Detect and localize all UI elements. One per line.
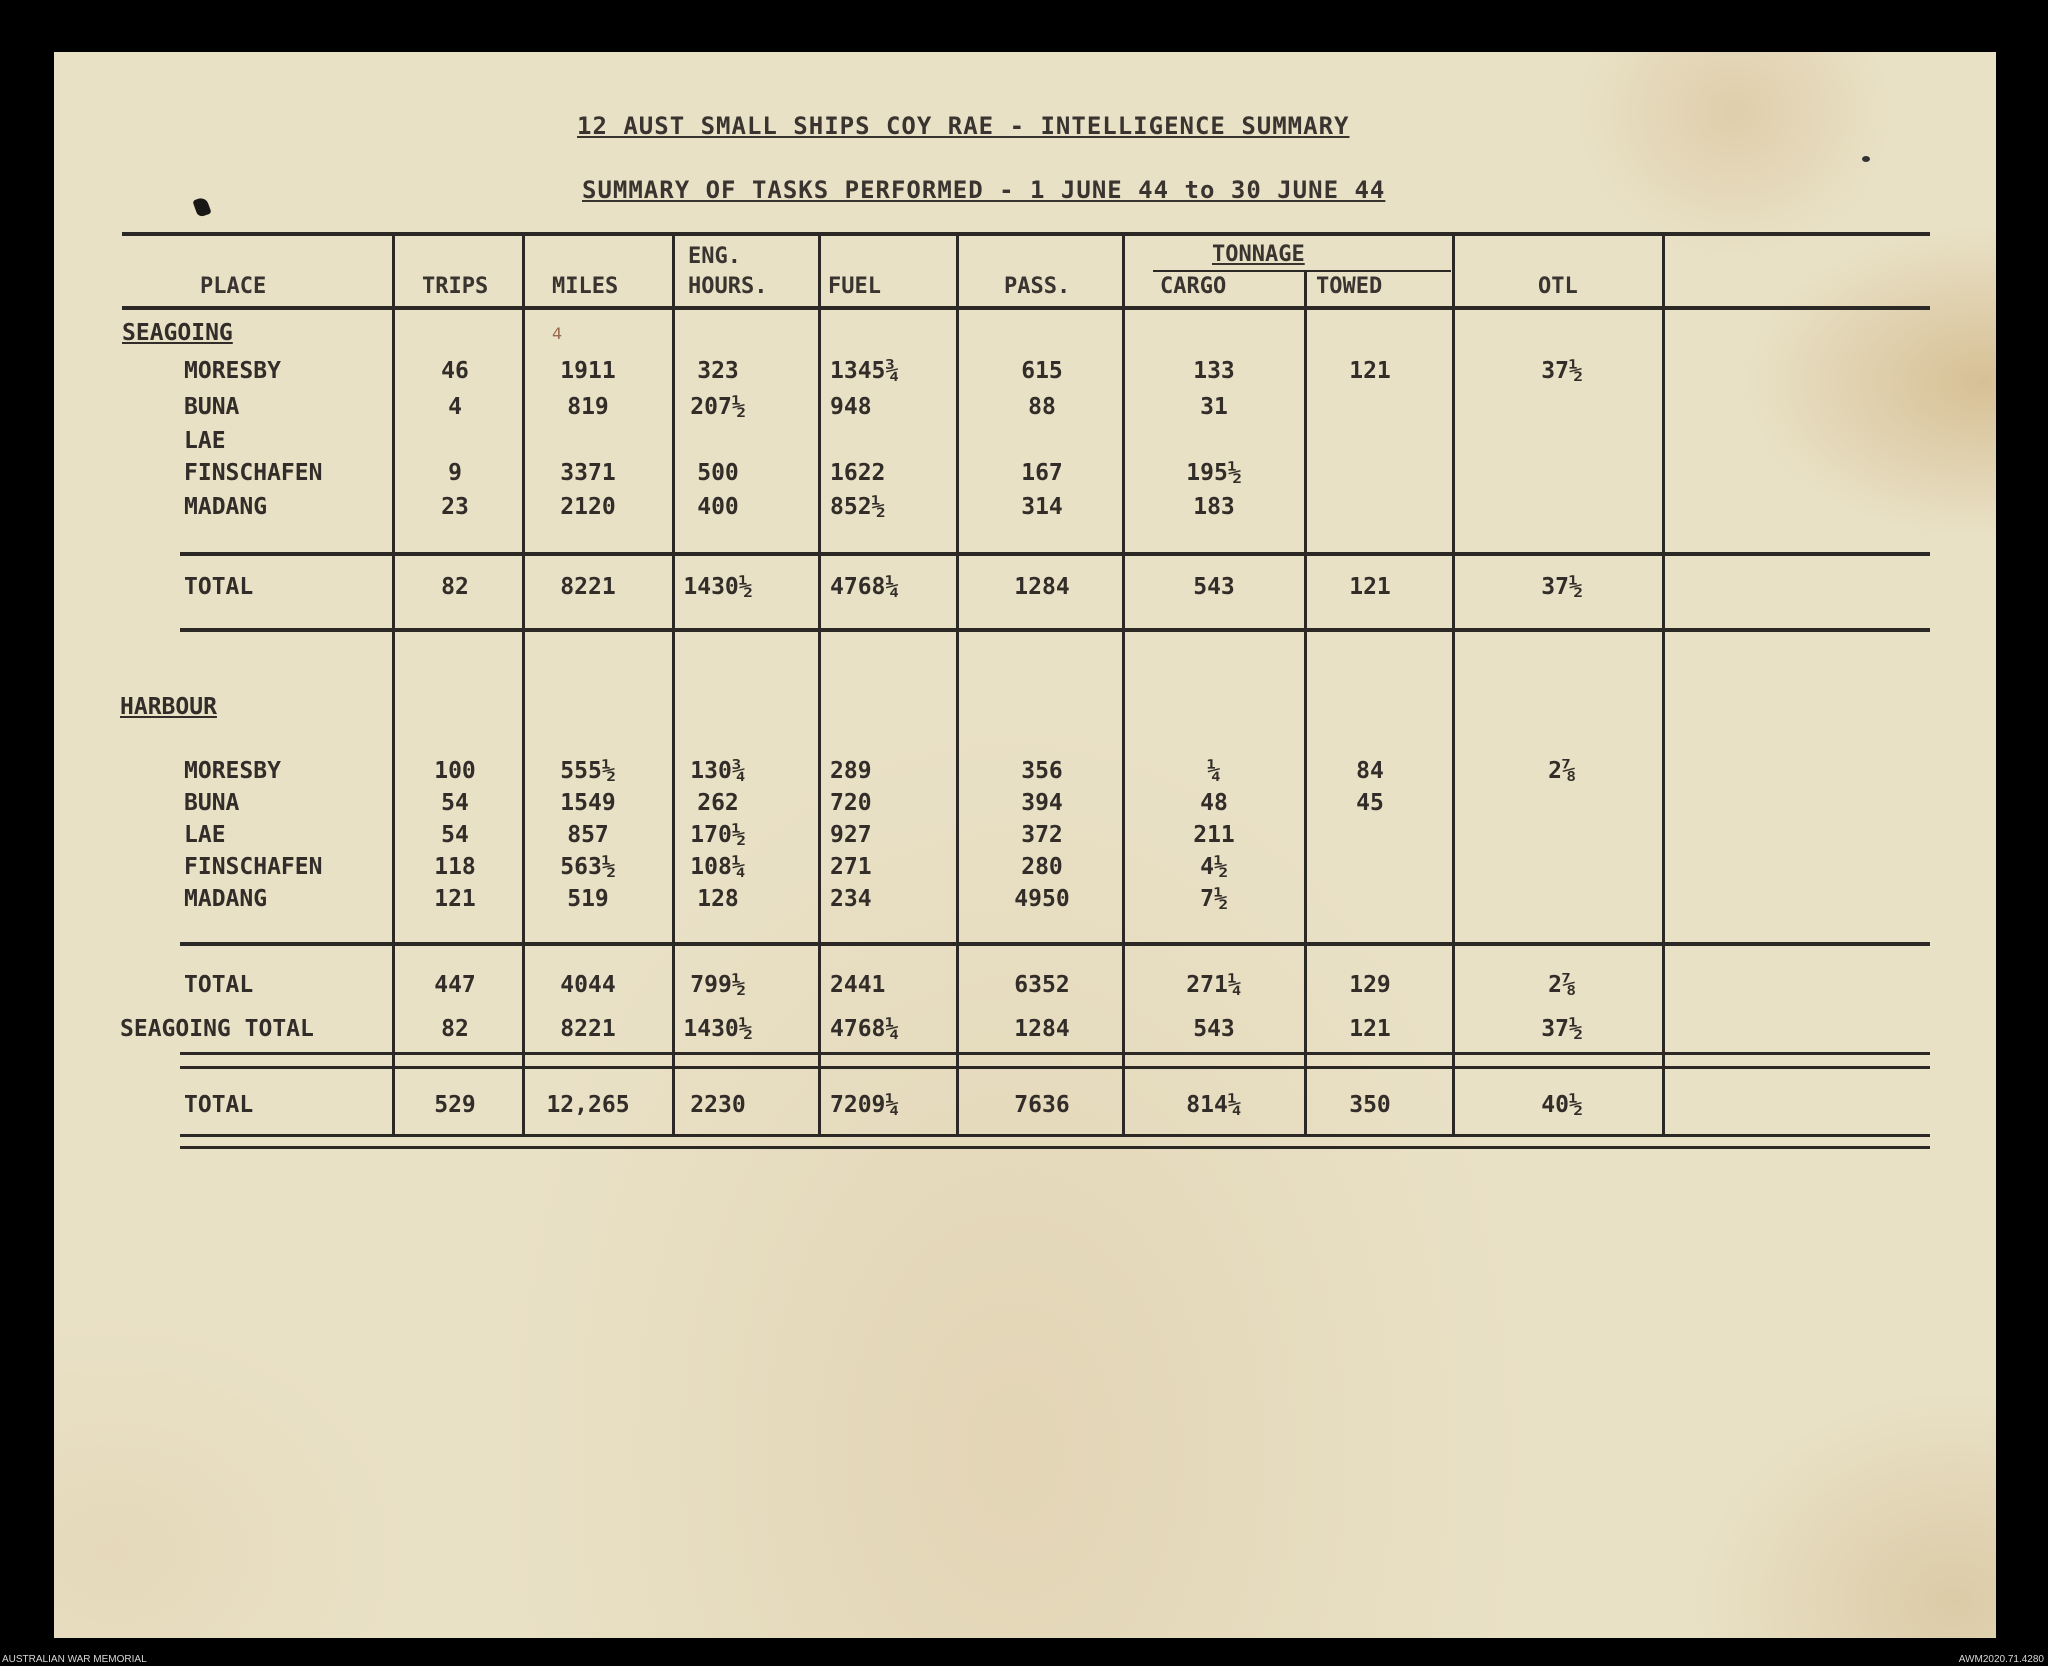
cell-miles: 4044 xyxy=(560,972,616,998)
cell-trips: 54 xyxy=(441,822,469,848)
cell-towed: 129 xyxy=(1349,972,1391,998)
cell-pass: 167 xyxy=(1021,460,1063,486)
cell-fuel: 2441 xyxy=(830,972,886,998)
grand-total-rule-1 xyxy=(180,1134,1930,1137)
column-divider xyxy=(522,234,525,1134)
cell-fuel: 234 xyxy=(830,886,872,912)
cell-trips: 23 xyxy=(441,494,469,520)
cell-fuel: 1622 xyxy=(830,460,886,486)
cell-place: MADANG xyxy=(184,886,268,912)
cell-otl: 40½ xyxy=(1541,1092,1583,1118)
cell-pass: 1284 xyxy=(1014,1016,1070,1042)
header-fuel: FUEL xyxy=(828,274,881,299)
cell-cargo: 4½ xyxy=(1200,854,1228,880)
cell-fuel: 927 xyxy=(830,822,872,848)
cell-miles: 555½ xyxy=(560,758,616,784)
cell-cargo: 195½ xyxy=(1186,460,1242,486)
column-divider xyxy=(818,234,821,1134)
cell-eng: 1430½ xyxy=(683,574,753,600)
cell-towed: 45 xyxy=(1356,790,1384,816)
cell-place: TOTAL xyxy=(184,574,254,600)
tonnage-rule xyxy=(1153,270,1451,272)
header-place: PLACE xyxy=(200,274,267,299)
cell-trips: 447 xyxy=(434,972,476,998)
document-title: 12 AUST SMALL SHIPS COY RAE - INTELLIGENCE SUMMARY xyxy=(577,112,1350,140)
seagoing-total-rule xyxy=(180,628,1930,632)
cell-trips: 100 xyxy=(434,758,476,784)
cell-pass: 7636 xyxy=(1014,1092,1070,1118)
cell-eng: 2230 xyxy=(690,1092,746,1118)
cell-pass: 615 xyxy=(1021,358,1063,384)
cell-place: BUNA xyxy=(184,790,240,816)
cell-eng: 262 xyxy=(697,790,739,816)
cell-miles: 819 xyxy=(567,394,609,420)
cell-miles: 1911 xyxy=(560,358,616,384)
cell-pass: 372 xyxy=(1021,822,1063,848)
cell-trips: 9 xyxy=(448,460,462,486)
column-divider xyxy=(1452,234,1455,1134)
cell-eng: 323 xyxy=(697,358,739,384)
header-tonnage: TONNAGE xyxy=(1212,242,1305,267)
cell-miles: 519 xyxy=(567,886,609,912)
header-towed: TOWED xyxy=(1316,274,1383,299)
cell-place: MORESBY xyxy=(184,358,281,384)
grand-total-rule-2 xyxy=(180,1146,1930,1149)
cell-towed: 350 xyxy=(1349,1092,1391,1118)
cell-place: FINSCHAFEN xyxy=(184,854,323,880)
cell-pass: 394 xyxy=(1021,790,1063,816)
footer-accession: AWM2020.71.4280 xyxy=(1958,1654,2044,1665)
harbour-rows-rule xyxy=(180,942,1930,946)
cell-cargo: 814¼ xyxy=(1186,1092,1242,1118)
cell-pass: 88 xyxy=(1028,394,1056,420)
cell-miles: 8221 xyxy=(560,1016,616,1042)
cell-fuel: 4768¼ xyxy=(830,1016,900,1042)
seagoing-rows-rule xyxy=(180,552,1930,556)
cell-eng: 400 xyxy=(697,494,739,520)
cell-place: MADANG xyxy=(184,494,268,520)
cell-trips: 54 xyxy=(441,790,469,816)
cell-cargo: 271¼ xyxy=(1186,972,1242,998)
cell-pass: 6352 xyxy=(1014,972,1070,998)
cell-fuel: 948 xyxy=(830,394,872,420)
pencil-annotation: 4 xyxy=(552,324,563,343)
cell-place: SEAGOING TOTAL xyxy=(120,1016,314,1042)
cell-eng: 108¼ xyxy=(690,854,746,880)
cell-trips: 4 xyxy=(448,394,462,420)
cell-miles: 2120 xyxy=(560,494,616,520)
header-trips: TRIPS xyxy=(422,274,489,299)
column-divider xyxy=(1304,270,1307,1134)
cell-cargo: 133 xyxy=(1193,358,1235,384)
cell-trips: 82 xyxy=(441,1016,469,1042)
cell-miles: 563½ xyxy=(560,854,616,880)
cell-cargo: 543 xyxy=(1193,574,1235,600)
column-divider xyxy=(1662,234,1665,1134)
cell-cargo: 183 xyxy=(1193,494,1235,520)
header-otl: OTL xyxy=(1538,274,1578,299)
cell-cargo: ¼ xyxy=(1207,758,1221,784)
cell-otl: 2⅞ xyxy=(1548,972,1576,998)
cell-otl: 37½ xyxy=(1541,574,1583,600)
column-divider xyxy=(956,234,959,1134)
cell-fuel: 852½ xyxy=(830,494,886,520)
sub-total-rule-1 xyxy=(180,1052,1930,1055)
cell-trips: 121 xyxy=(434,886,476,912)
header-miles: MILES xyxy=(552,274,619,299)
cell-towed: 121 xyxy=(1349,358,1391,384)
cell-place: LAE xyxy=(184,428,226,454)
cell-towed: 121 xyxy=(1349,1016,1391,1042)
cell-trips: 118 xyxy=(434,854,476,880)
cell-miles: 857 xyxy=(567,822,609,848)
cell-eng: 799½ xyxy=(690,972,746,998)
cell-fuel: 4768¼ xyxy=(830,574,900,600)
cell-otl: 37½ xyxy=(1541,1016,1583,1042)
cell-pass: 314 xyxy=(1021,494,1063,520)
ink-speck xyxy=(1862,156,1870,162)
cell-miles: 12,265 xyxy=(546,1092,630,1118)
header-eng-line1: ENG. xyxy=(688,244,741,269)
document-subtitle: SUMMARY OF TASKS PERFORMED - 1 JUNE 44 to 30 JUNE 44 xyxy=(582,176,1386,204)
cell-cargo: 543 xyxy=(1193,1016,1235,1042)
cell-miles: 8221 xyxy=(560,574,616,600)
cell-place: FINSCHAFEN xyxy=(184,460,323,486)
cell-miles: 1549 xyxy=(560,790,616,816)
header-eng-line2: HOURS. xyxy=(688,274,768,299)
header-cargo: CARGO xyxy=(1160,274,1227,299)
cell-cargo: 31 xyxy=(1200,394,1228,420)
cell-place: MORESBY xyxy=(184,758,281,784)
cell-pass: 356 xyxy=(1021,758,1063,784)
cell-eng: 1430½ xyxy=(683,1016,753,1042)
cell-eng: 170½ xyxy=(690,822,746,848)
cell-otl: 37½ xyxy=(1541,358,1583,384)
cell-towed: 121 xyxy=(1349,574,1391,600)
cell-eng: 128 xyxy=(697,886,739,912)
cell-towed: 84 xyxy=(1356,758,1384,784)
cell-pass: 280 xyxy=(1021,854,1063,880)
cell-eng: 130¾ xyxy=(690,758,746,784)
cell-fuel: 720 xyxy=(830,790,872,816)
cell-fuel: 7209¼ xyxy=(830,1092,900,1118)
cell-pass: 1284 xyxy=(1014,574,1070,600)
section-harbour: HARBOUR xyxy=(120,694,217,720)
cell-trips: 46 xyxy=(441,358,469,384)
cell-cargo: 48 xyxy=(1200,790,1228,816)
column-divider xyxy=(1122,234,1125,1134)
cell-cargo: 7½ xyxy=(1200,886,1228,912)
cell-eng: 500 xyxy=(697,460,739,486)
cell-miles: 3371 xyxy=(560,460,616,486)
cell-place: LAE xyxy=(184,822,226,848)
cell-fuel: 271 xyxy=(830,854,872,880)
cell-place: TOTAL xyxy=(184,1092,254,1118)
cell-place: TOTAL xyxy=(184,972,254,998)
section-seagoing: SEAGOING xyxy=(122,320,233,346)
cell-trips: 529 xyxy=(434,1092,476,1118)
cell-place: BUNA xyxy=(184,394,240,420)
footer-credit: AUSTRALIAN WAR MEMORIAL xyxy=(2,1654,147,1665)
cell-fuel: 289 xyxy=(830,758,872,784)
cell-otl: 2⅞ xyxy=(1548,758,1576,784)
cell-trips: 82 xyxy=(441,574,469,600)
sub-total-rule-2 xyxy=(180,1066,1930,1069)
cell-fuel: 1345¾ xyxy=(830,358,900,384)
cell-cargo: 211 xyxy=(1193,822,1235,848)
cell-pass: 4950 xyxy=(1014,886,1070,912)
header-pass: PASS. xyxy=(1004,274,1071,299)
cell-eng: 207½ xyxy=(690,394,746,420)
